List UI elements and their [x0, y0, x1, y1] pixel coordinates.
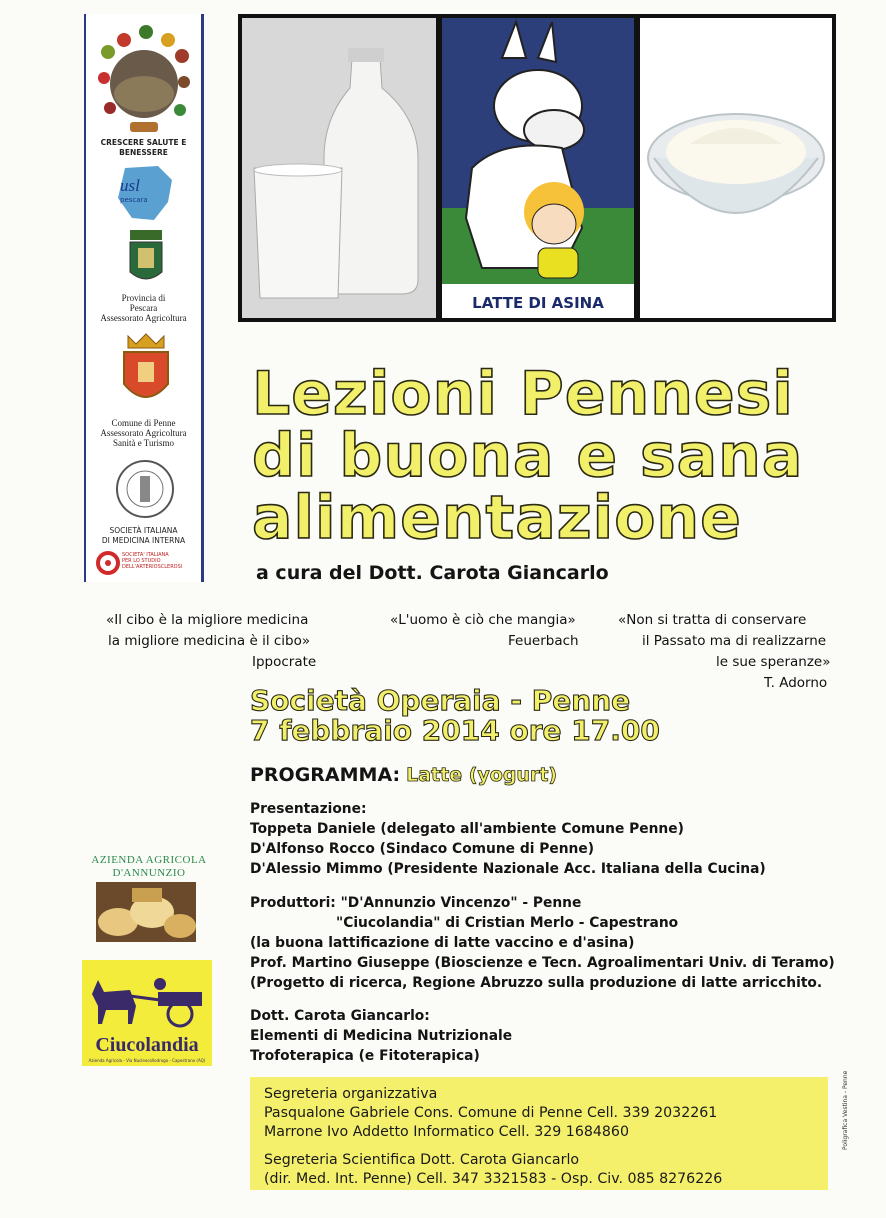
- segreteria-line-1: Segreteria organizzativa: [264, 1086, 438, 1102]
- title-line-2: di buona e sana: [252, 421, 804, 491]
- simi-seal-icon: [114, 458, 176, 520]
- quote-3-author: T. Adorno: [764, 675, 828, 691]
- program-line-4: D'Alessio Mimmo (Presidente Nazionale Acc. Italiana della Cucina): [250, 861, 766, 877]
- quote-1-line-1: «Il cibo è la migliore medicina: [106, 612, 309, 628]
- provincia-crest-icon: [124, 228, 168, 288]
- ciucolandia-name: Ciucolandia: [95, 1034, 199, 1056]
- program-line-11: Elementi di Medicina Nutrizionale: [250, 1028, 513, 1044]
- azienda-line-2: D'ANNUNZIO: [112, 867, 186, 879]
- sisa-line-2: PER LO STUDIO: [122, 558, 161, 564]
- milk-bottle-icon: [242, 18, 436, 318]
- program-line-5: Produttori: "D'Annunzio Vincenzo" - Penne: [250, 895, 582, 911]
- provincia-line-3: Assessorato Agricoltura: [100, 313, 187, 323]
- quote-1-author: Ippocrate: [252, 654, 317, 670]
- segreteria-line-2: Pasqualone Gabriele Cons. Comune di Penne Cell. 339 2032261: [264, 1105, 718, 1121]
- program-line-8: Prof. Martino Giuseppe (Bioscienze e Tecn. Agroalimentari Univ. di Teramo): [250, 955, 835, 971]
- program-line-2: Toppeta Daniele (delegato all'ambiente Comune Penne): [250, 821, 684, 837]
- provincia-line-2: Pescara: [129, 303, 158, 313]
- quote-3-line-1: «Non si tratta di conservare: [618, 612, 807, 628]
- ciucolandia-sub: Azienda Agricola - Via Nucleocollodrogo - Capestrano (AQ): [88, 1058, 206, 1063]
- title-line-1: Lezioni Pennesi: [252, 359, 794, 429]
- programma-label: PROGRAMMA:: [250, 764, 401, 786]
- comune-crest-icon: [118, 332, 174, 412]
- quote-2-line-1: «L'uomo è ciò che mangia»: [390, 612, 576, 628]
- title-line-3: alimentazione: [252, 483, 742, 553]
- crescere-label: CRESCERE SALUTE E BENESSERE: [100, 138, 187, 157]
- donkey-cart-icon: [86, 966, 208, 1032]
- usl-sub: pescara: [120, 196, 148, 204]
- event-date: 7 febbraio 2014 ore 17.00: [250, 714, 660, 747]
- ciucolandia-logo: [82, 960, 212, 1066]
- quote-1-line-2: la migliore medicina è il cibo»: [108, 633, 311, 649]
- curator: a cura del Dott. Carota Giancarlo: [256, 562, 609, 584]
- donkey-caption: LATTE DI ASINA: [472, 294, 604, 312]
- milk-photo: [242, 18, 436, 318]
- comune-line-3: Sanità e Turismo: [112, 438, 174, 448]
- program-line-7: (la buona lattificazione di latte vaccino e d'asina): [250, 935, 635, 951]
- program-line-10: Dott. Carota Giancarlo:: [250, 1008, 430, 1024]
- segreteria-line-5: (dir. Med. Int. Penne) Cell. 347 3321583 - Osp. Civ. 085 8276226: [264, 1171, 723, 1187]
- comune-line-1: Comune di Penne: [111, 418, 176, 428]
- usl-label: usl: [120, 176, 140, 195]
- programma-heading: [250, 764, 557, 786]
- segreteria-line-4: Segreteria Scientifica Dott. Carota Giancarlo: [264, 1152, 580, 1168]
- programma-topic: Latte (yogurt): [406, 764, 558, 786]
- program-line-9: (Progetto di ricerca, Regione Abruzzo sulla produzione di latte arricchito.: [250, 975, 823, 991]
- donkey-panel: [442, 18, 634, 318]
- program-line-1: Presentazione:: [250, 801, 367, 817]
- simi-line-2: DI MEDICINA INTERNA: [101, 536, 186, 545]
- program-line-6: "Ciucolandia" di Cristian Merlo - Capestrano: [336, 915, 679, 931]
- yogurt-photo: [640, 18, 832, 318]
- sponsor-sidebar: [84, 14, 204, 582]
- event-venue: Società Operaia - Penne: [250, 684, 631, 717]
- quote-2-author: Feuerbach: [508, 633, 579, 649]
- sisa-line-1: SOCIETA' ITALIANA: [122, 552, 169, 558]
- sisa-logo-icon: [96, 550, 120, 576]
- photo-strip: [238, 14, 836, 322]
- program-line-3: D'Alfonso Rocco (Sindaco Comune di Penne): [250, 841, 595, 857]
- provincia-line-1: Provincia di: [121, 293, 166, 303]
- quote-3-line-3: le sue speranze»: [716, 654, 831, 670]
- segreteria-box: [250, 1077, 828, 1190]
- quote-3-line-2: il Passato ma di realizzarne: [642, 633, 827, 649]
- azienda-line-1: AZIENDA AGRICOLA: [91, 854, 207, 866]
- comune-line-2: Assessorato Agricoltura: [100, 428, 187, 438]
- simi-line-1: SOCIETÀ ITALIANA: [109, 526, 178, 535]
- printer-credit: Poligrafica Vestina - Penne: [842, 1070, 849, 1150]
- yogurt-bowl-icon: [640, 18, 832, 318]
- donkey-icon: [442, 18, 634, 318]
- segreteria-line-3: Marrone Ivo Addetto Informatico Cell. 329 1684860: [264, 1124, 629, 1140]
- crescere-logo-icon: [94, 24, 194, 136]
- cheese-photo-icon: [96, 882, 196, 942]
- sisa-line-3: DELL'ARTERIOSCLEROSI: [122, 564, 183, 570]
- program-line-12: Trofoterapica (e Fitoterapica): [250, 1048, 480, 1064]
